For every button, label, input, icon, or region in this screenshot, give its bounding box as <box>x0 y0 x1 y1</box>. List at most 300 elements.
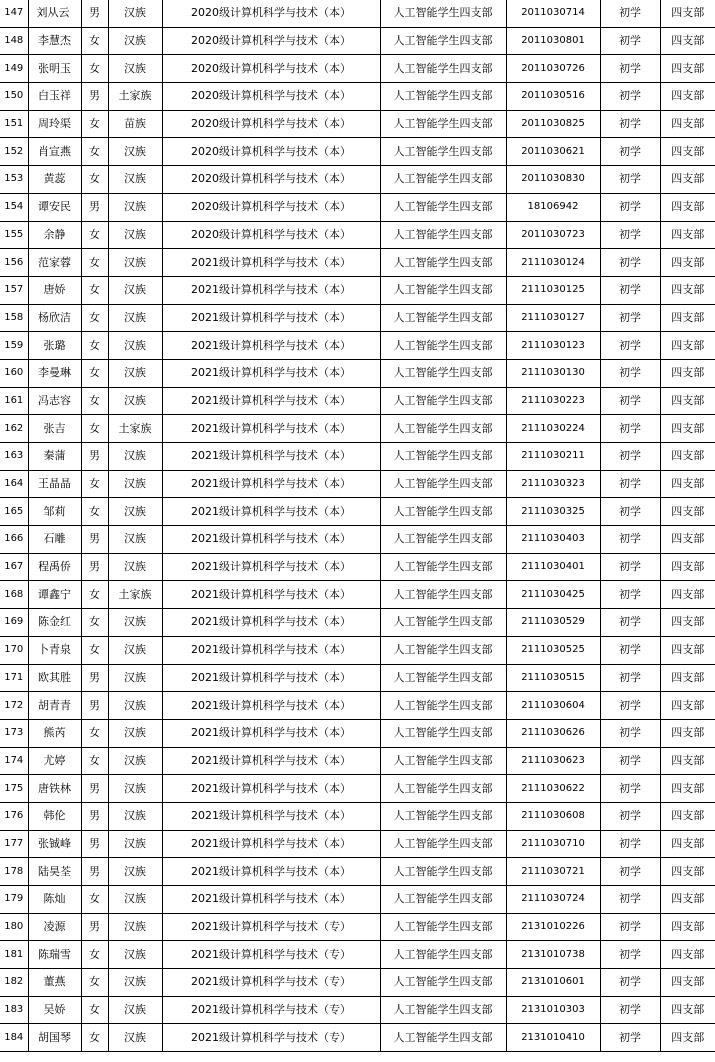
status-cell: 初学 <box>600 221 660 249</box>
gender-cell: 女 <box>81 636 108 664</box>
student-id-cell: 2111030425 <box>506 581 600 609</box>
branch-cell: 四支部 <box>660 747 715 775</box>
status-cell: 初学 <box>600 553 660 581</box>
gender-cell: 女 <box>81 415 108 443</box>
ethnicity-cell: 汉族 <box>108 664 162 692</box>
row-number-cell: 163 <box>0 443 28 471</box>
branch-cell: 四支部 <box>660 969 715 997</box>
student-name-cell: 刘从云 <box>28 0 81 27</box>
student-id-cell: 2111030123 <box>506 332 600 360</box>
table-row <box>0 0 715 27</box>
ethnicity-cell: 汉族 <box>108 498 162 526</box>
party-branch-cell: 人工智能学生四支部 <box>380 913 506 941</box>
student-name-cell: 凌源 <box>28 913 81 941</box>
gender-cell: 女 <box>81 470 108 498</box>
table-row <box>0 886 715 914</box>
class-name-cell: 2021级计算机科学与技术（本） <box>162 719 380 747</box>
ethnicity-cell: 汉族 <box>108 609 162 637</box>
student-id-cell: 2111030130 <box>506 359 600 387</box>
row-number-cell: 165 <box>0 498 28 526</box>
table-row <box>0 332 715 360</box>
table-row <box>0 692 715 720</box>
student-id-cell: 2131010410 <box>506 1024 600 1052</box>
student-id-cell: 2011030726 <box>506 55 600 83</box>
table-row <box>0 996 715 1024</box>
party-branch-cell: 人工智能学生四支部 <box>380 83 506 111</box>
table-row <box>0 55 715 83</box>
class-name-cell: 2021级计算机科学与技术（本） <box>162 802 380 830</box>
gender-cell: 男 <box>81 692 108 720</box>
party-branch-cell: 人工智能学生四支部 <box>380 276 506 304</box>
class-name-cell: 2020级计算机科学与技术（本） <box>162 193 380 221</box>
gender-cell: 女 <box>81 110 108 138</box>
class-name-cell: 2020级计算机科学与技术（本） <box>162 138 380 166</box>
ethnicity-cell: 汉族 <box>108 941 162 969</box>
ethnicity-cell: 汉族 <box>108 719 162 747</box>
row-number-cell: 149 <box>0 55 28 83</box>
gender-cell: 女 <box>81 609 108 637</box>
class-name-cell: 2020级计算机科学与技术（本） <box>162 27 380 55</box>
branch-cell: 四支部 <box>660 83 715 111</box>
student-id-cell: 2011030621 <box>506 138 600 166</box>
branch-cell: 四支部 <box>660 719 715 747</box>
student-id-cell: 2011030830 <box>506 166 600 194</box>
student-name-cell: 周玲渠 <box>28 110 81 138</box>
table-row <box>0 969 715 997</box>
party-branch-cell: 人工智能学生四支部 <box>380 886 506 914</box>
table-row <box>0 193 715 221</box>
branch-cell: 四支部 <box>660 470 715 498</box>
student-id-cell: 2011030825 <box>506 110 600 138</box>
gender-cell: 女 <box>81 359 108 387</box>
status-cell: 初学 <box>600 636 660 664</box>
student-name-cell: 胡国琴 <box>28 1024 81 1052</box>
ethnicity-cell: 汉族 <box>108 221 162 249</box>
status-cell: 初学 <box>600 359 660 387</box>
student-id-cell: 2111030211 <box>506 443 600 471</box>
branch-cell: 四支部 <box>660 304 715 332</box>
party-branch-cell: 人工智能学生四支部 <box>380 969 506 997</box>
class-name-cell: 2021级计算机科学与技术（本） <box>162 886 380 914</box>
row-number-cell: 152 <box>0 138 28 166</box>
ethnicity-cell: 汉族 <box>108 775 162 803</box>
student-id-cell: 2111030622 <box>506 775 600 803</box>
table-row <box>0 166 715 194</box>
student-id-cell: 2111030325 <box>506 498 600 526</box>
party-branch-cell: 人工智能学生四支部 <box>380 359 506 387</box>
student-name-cell: 吴娇 <box>28 996 81 1024</box>
student-id-cell: 18106942 <box>506 193 600 221</box>
party-branch-cell: 人工智能学生四支部 <box>380 802 506 830</box>
party-branch-cell: 人工智能学生四支部 <box>380 636 506 664</box>
party-branch-cell: 人工智能学生四支部 <box>380 775 506 803</box>
status-cell: 初学 <box>600 941 660 969</box>
row-number-cell: 180 <box>0 913 28 941</box>
ethnicity-cell: 汉族 <box>108 802 162 830</box>
row-number-cell: 182 <box>0 969 28 997</box>
class-name-cell: 2021级计算机科学与技术（本） <box>162 415 380 443</box>
ethnicity-cell: 汉族 <box>108 858 162 886</box>
status-cell: 初学 <box>600 387 660 415</box>
student-name-cell: 张铖峰 <box>28 830 81 858</box>
student-name-cell: 张吉 <box>28 415 81 443</box>
status-cell: 初学 <box>600 138 660 166</box>
status-cell: 初学 <box>600 55 660 83</box>
class-name-cell: 2021级计算机科学与技术（本） <box>162 249 380 277</box>
row-number-cell: 169 <box>0 609 28 637</box>
ethnicity-cell: 汉族 <box>108 55 162 83</box>
status-cell: 初学 <box>600 692 660 720</box>
branch-cell: 四支部 <box>660 415 715 443</box>
student-id-cell: 2111030724 <box>506 886 600 914</box>
student-name-cell: 秦蒲 <box>28 443 81 471</box>
class-name-cell: 2021级计算机科学与技术（本） <box>162 304 380 332</box>
branch-cell: 四支部 <box>660 775 715 803</box>
student-id-cell: 2131010303 <box>506 996 600 1024</box>
ethnicity-cell: 汉族 <box>108 193 162 221</box>
class-name-cell: 2021级计算机科学与技术（本） <box>162 581 380 609</box>
row-number-cell: 147 <box>0 0 28 27</box>
student-name-cell: 余静 <box>28 221 81 249</box>
party-branch-cell: 人工智能学生四支部 <box>380 858 506 886</box>
student-id-cell: 2011030714 <box>506 0 600 27</box>
status-cell: 初学 <box>600 526 660 554</box>
student-name-cell: 李曼琳 <box>28 359 81 387</box>
ethnicity-cell: 汉族 <box>108 1024 162 1052</box>
student-name-cell: 谭安民 <box>28 193 81 221</box>
ethnicity-cell: 汉族 <box>108 0 162 27</box>
gender-cell: 女 <box>81 166 108 194</box>
branch-cell: 四支部 <box>660 802 715 830</box>
student-id-cell: 2111030626 <box>506 719 600 747</box>
student-name-cell: 熊芮 <box>28 719 81 747</box>
class-name-cell: 2021级计算机科学与技术（本） <box>162 359 380 387</box>
row-number-cell: 148 <box>0 27 28 55</box>
student-id-cell: 2111030604 <box>506 692 600 720</box>
gender-cell: 男 <box>81 802 108 830</box>
student-name-cell: 韩伦 <box>28 802 81 830</box>
student-name-cell: 陆昊荃 <box>28 858 81 886</box>
row-number-cell: 166 <box>0 526 28 554</box>
row-number-cell: 157 <box>0 276 28 304</box>
table-row <box>0 802 715 830</box>
row-number-cell: 173 <box>0 719 28 747</box>
status-cell: 初学 <box>600 27 660 55</box>
ethnicity-cell: 土家族 <box>108 83 162 111</box>
student-name-cell: 唐铁林 <box>28 775 81 803</box>
status-cell: 初学 <box>600 719 660 747</box>
gender-cell: 女 <box>81 969 108 997</box>
party-branch-cell: 人工智能学生四支部 <box>380 110 506 138</box>
gender-cell: 男 <box>81 83 108 111</box>
row-number-cell: 164 <box>0 470 28 498</box>
branch-cell: 四支部 <box>660 166 715 194</box>
student-id-cell: 2111030515 <box>506 664 600 692</box>
gender-cell: 男 <box>81 193 108 221</box>
student-id-cell: 2111030529 <box>506 609 600 637</box>
status-cell: 初学 <box>600 443 660 471</box>
party-branch-cell: 人工智能学生四支部 <box>380 0 506 27</box>
gender-cell: 女 <box>81 498 108 526</box>
student-id-cell: 2011030801 <box>506 27 600 55</box>
student-name-cell: 张明玉 <box>28 55 81 83</box>
table-row <box>0 747 715 775</box>
student-name-cell: 肖宣燕 <box>28 138 81 166</box>
gender-cell: 女 <box>81 249 108 277</box>
student-id-cell: 2111030401 <box>506 553 600 581</box>
status-cell: 初学 <box>600 996 660 1024</box>
table-row <box>0 1024 715 1052</box>
class-name-cell: 2021级计算机科学与技术（本） <box>162 692 380 720</box>
class-name-cell: 2020级计算机科学与技术（本） <box>162 55 380 83</box>
gender-cell: 女 <box>81 941 108 969</box>
branch-cell: 四支部 <box>660 830 715 858</box>
party-branch-cell: 人工智能学生四支部 <box>380 193 506 221</box>
gender-cell: 男 <box>81 775 108 803</box>
ethnicity-cell: 汉族 <box>108 27 162 55</box>
row-number-cell: 170 <box>0 636 28 664</box>
gender-cell: 女 <box>81 1024 108 1052</box>
status-cell: 初学 <box>600 969 660 997</box>
ethnicity-cell: 苗族 <box>108 110 162 138</box>
gender-cell: 男 <box>81 553 108 581</box>
row-number-cell: 178 <box>0 858 28 886</box>
branch-cell: 四支部 <box>660 581 715 609</box>
party-branch-cell: 人工智能学生四支部 <box>380 249 506 277</box>
branch-cell: 四支部 <box>660 609 715 637</box>
branch-cell: 四支部 <box>660 276 715 304</box>
branch-cell: 四支部 <box>660 941 715 969</box>
student-name-cell: 唐娇 <box>28 276 81 304</box>
table-row <box>0 830 715 858</box>
branch-cell: 四支部 <box>660 553 715 581</box>
class-name-cell: 2021级计算机科学与技术（本） <box>162 664 380 692</box>
party-branch-cell: 人工智能学生四支部 <box>380 692 506 720</box>
branch-cell: 四支部 <box>660 27 715 55</box>
class-name-cell: 2020级计算机科学与技术（本） <box>162 110 380 138</box>
student-id-cell: 2111030623 <box>506 747 600 775</box>
student-name-cell: 谭鑫宁 <box>28 581 81 609</box>
status-cell: 初学 <box>600 166 660 194</box>
status-cell: 初学 <box>600 498 660 526</box>
branch-cell: 四支部 <box>660 387 715 415</box>
status-cell: 初学 <box>600 249 660 277</box>
ethnicity-cell: 土家族 <box>108 415 162 443</box>
table-row <box>0 609 715 637</box>
student-name-cell: 石雕 <box>28 526 81 554</box>
branch-cell: 四支部 <box>660 526 715 554</box>
party-branch-cell: 人工智能学生四支部 <box>380 996 506 1024</box>
class-name-cell: 2021级计算机科学与技术（本） <box>162 553 380 581</box>
party-branch-cell: 人工智能学生四支部 <box>380 664 506 692</box>
row-number-cell: 168 <box>0 581 28 609</box>
class-name-cell: 2021级计算机科学与技术（本） <box>162 332 380 360</box>
status-cell: 初学 <box>600 830 660 858</box>
ethnicity-cell: 汉族 <box>108 636 162 664</box>
class-name-cell: 2021级计算机科学与技术（本） <box>162 830 380 858</box>
row-number-cell: 183 <box>0 996 28 1024</box>
table-row <box>0 304 715 332</box>
gender-cell: 女 <box>81 387 108 415</box>
gender-cell: 男 <box>81 526 108 554</box>
branch-cell: 四支部 <box>660 359 715 387</box>
gender-cell: 女 <box>81 55 108 83</box>
ethnicity-cell: 汉族 <box>108 996 162 1024</box>
ethnicity-cell: 汉族 <box>108 443 162 471</box>
row-number-cell: 174 <box>0 747 28 775</box>
class-name-cell: 2021级计算机科学与技术（本） <box>162 443 380 471</box>
student-name-cell: 陈灿 <box>28 886 81 914</box>
table-row <box>0 276 715 304</box>
status-cell: 初学 <box>600 802 660 830</box>
branch-cell: 四支部 <box>660 498 715 526</box>
row-number-cell: 184 <box>0 1024 28 1052</box>
status-cell: 初学 <box>600 858 660 886</box>
party-branch-cell: 人工智能学生四支部 <box>380 747 506 775</box>
table-row <box>0 443 715 471</box>
class-name-cell: 2020级计算机科学与技术（本） <box>162 83 380 111</box>
gender-cell: 女 <box>81 221 108 249</box>
branch-cell: 四支部 <box>660 636 715 664</box>
status-cell: 初学 <box>600 276 660 304</box>
table-row <box>0 387 715 415</box>
row-number-cell: 172 <box>0 692 28 720</box>
party-branch-cell: 人工智能学生四支部 <box>380 27 506 55</box>
row-number-cell: 179 <box>0 886 28 914</box>
party-branch-cell: 人工智能学生四支部 <box>380 553 506 581</box>
class-name-cell: 2021级计算机科学与技术（本） <box>162 470 380 498</box>
gender-cell: 女 <box>81 886 108 914</box>
table-row <box>0 913 715 941</box>
gender-cell: 男 <box>81 858 108 886</box>
student-id-cell: 2111030721 <box>506 858 600 886</box>
row-number-cell: 167 <box>0 553 28 581</box>
row-number-cell: 156 <box>0 249 28 277</box>
student-id-cell: 2111030223 <box>506 387 600 415</box>
class-name-cell: 2021级计算机科学与技术（本） <box>162 276 380 304</box>
gender-cell: 男 <box>81 830 108 858</box>
gender-cell: 女 <box>81 276 108 304</box>
row-number-cell: 175 <box>0 775 28 803</box>
table-row <box>0 581 715 609</box>
table-row <box>0 359 715 387</box>
status-cell: 初学 <box>600 886 660 914</box>
student-name-cell: 张璐 <box>28 332 81 360</box>
row-number-cell: 177 <box>0 830 28 858</box>
table-row <box>0 83 715 111</box>
table-row <box>0 221 715 249</box>
ethnicity-cell: 汉族 <box>108 747 162 775</box>
party-branch-cell: 人工智能学生四支部 <box>380 443 506 471</box>
party-branch-cell: 人工智能学生四支部 <box>380 332 506 360</box>
gender-cell: 女 <box>81 304 108 332</box>
class-name-cell: 2021级计算机科学与技术（本） <box>162 858 380 886</box>
status-cell: 初学 <box>600 747 660 775</box>
student-id-cell: 2131010601 <box>506 969 600 997</box>
ethnicity-cell: 汉族 <box>108 830 162 858</box>
branch-cell: 四支部 <box>660 443 715 471</box>
student-id-cell: 2111030525 <box>506 636 600 664</box>
branch-cell: 四支部 <box>660 138 715 166</box>
row-number-cell: 181 <box>0 941 28 969</box>
class-name-cell: 2021级计算机科学与技术（本） <box>162 526 380 554</box>
party-branch-cell: 人工智能学生四支部 <box>380 1024 506 1052</box>
status-cell: 初学 <box>600 415 660 443</box>
gender-cell: 女 <box>81 27 108 55</box>
ethnicity-cell: 汉族 <box>108 553 162 581</box>
student-id-cell: 2111030124 <box>506 249 600 277</box>
class-name-cell: 2021级计算机科学与技术（本） <box>162 636 380 664</box>
ethnicity-cell: 汉族 <box>108 249 162 277</box>
ethnicity-cell: 汉族 <box>108 470 162 498</box>
table-row <box>0 553 715 581</box>
student-name-cell: 李慧杰 <box>28 27 81 55</box>
branch-cell: 四支部 <box>660 110 715 138</box>
branch-cell: 四支部 <box>660 55 715 83</box>
gender-cell: 女 <box>81 719 108 747</box>
status-cell: 初学 <box>600 332 660 360</box>
branch-cell: 四支部 <box>660 193 715 221</box>
table-row <box>0 470 715 498</box>
student-id-cell: 2011030723 <box>506 221 600 249</box>
row-number-cell: 154 <box>0 193 28 221</box>
class-name-cell: 2021级计算机科学与技术（专） <box>162 941 380 969</box>
row-number-cell: 151 <box>0 110 28 138</box>
student-id-cell: 2111030127 <box>506 304 600 332</box>
class-name-cell: 2021级计算机科学与技术（专） <box>162 913 380 941</box>
student-id-cell: 2011030516 <box>506 83 600 111</box>
party-branch-cell: 人工智能学生四支部 <box>380 719 506 747</box>
ethnicity-cell: 汉族 <box>108 692 162 720</box>
party-branch-cell: 人工智能学生四支部 <box>380 470 506 498</box>
party-branch-cell: 人工智能学生四支部 <box>380 387 506 415</box>
gender-cell: 女 <box>81 581 108 609</box>
status-cell: 初学 <box>600 0 660 27</box>
party-branch-cell: 人工智能学生四支部 <box>380 581 506 609</box>
student-id-cell: 2131010226 <box>506 913 600 941</box>
party-branch-cell: 人工智能学生四支部 <box>380 138 506 166</box>
party-branch-cell: 人工智能学生四支部 <box>380 830 506 858</box>
gender-cell: 女 <box>81 332 108 360</box>
ethnicity-cell: 汉族 <box>108 886 162 914</box>
row-number-cell: 171 <box>0 664 28 692</box>
student-id-cell: 2111030608 <box>506 802 600 830</box>
status-cell: 初学 <box>600 1024 660 1052</box>
ethnicity-cell: 汉族 <box>108 913 162 941</box>
ethnicity-cell: 汉族 <box>108 276 162 304</box>
student-id-cell: 2111030224 <box>506 415 600 443</box>
branch-cell: 四支部 <box>660 692 715 720</box>
branch-cell: 四支部 <box>660 858 715 886</box>
student-id-cell: 2111030710 <box>506 830 600 858</box>
table-row <box>0 941 715 969</box>
party-branch-cell: 人工智能学生四支部 <box>380 55 506 83</box>
row-number-cell: 150 <box>0 83 28 111</box>
class-name-cell: 2021级计算机科学与技术（专） <box>162 969 380 997</box>
table-row <box>0 719 715 747</box>
student-name-cell: 范家蓉 <box>28 249 81 277</box>
gender-cell: 男 <box>81 913 108 941</box>
class-name-cell: 2021级计算机科学与技术（专） <box>162 1024 380 1052</box>
branch-cell: 四支部 <box>660 1024 715 1052</box>
status-cell: 初学 <box>600 83 660 111</box>
row-number-cell: 161 <box>0 387 28 415</box>
ethnicity-cell: 汉族 <box>108 969 162 997</box>
student-name-cell: 程禹侨 <box>28 553 81 581</box>
class-name-cell: 2020级计算机科学与技术（本） <box>162 0 380 27</box>
class-name-cell: 2020级计算机科学与技术（本） <box>162 166 380 194</box>
student-id-cell: 2111030125 <box>506 276 600 304</box>
